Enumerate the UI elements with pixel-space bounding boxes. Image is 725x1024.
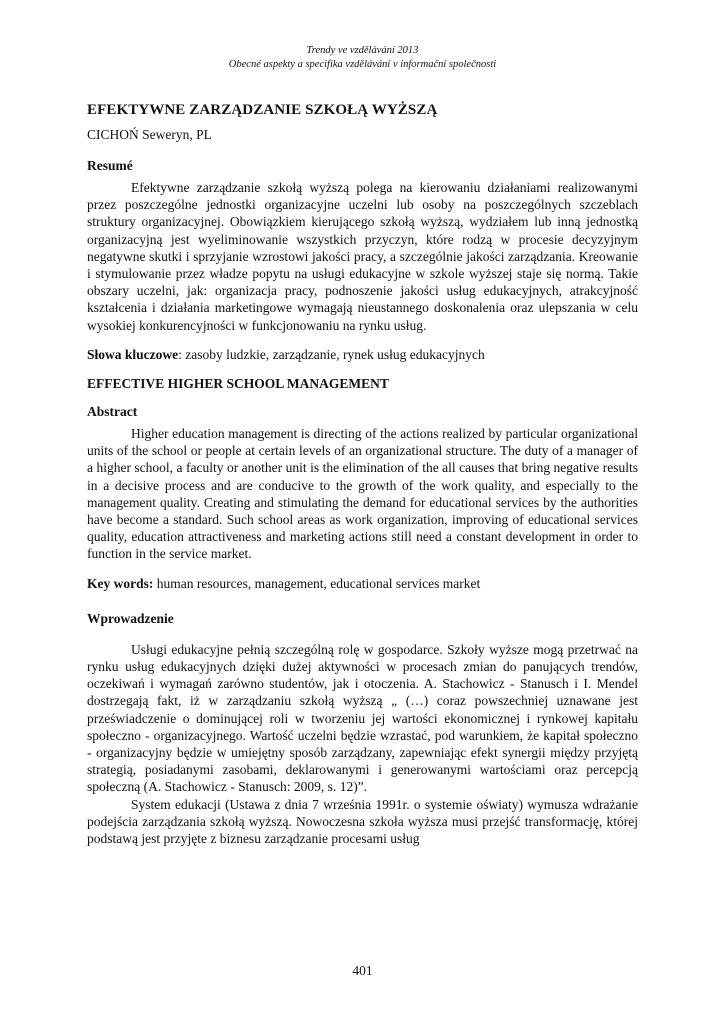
keywords-en bbox=[87, 575, 638, 592]
intro-paragraph-1: Usługi edukacyjne pełnią szczególną rolę w gospodarce. Szkoły wyższe mogą przetrwać na rynku usług edukacyjnych dzięki dużej aktywności w procesach zmian do panujących trendów, oczekiwań i wymagań zarówno studentów, jak i otoczenia. A. Stachowicz - Stanusch i I. Mendel dostrzegają fakt, iż w zarządzaniu szkołą wyższą „ (…) coraz powszechniej uznawane jest przeświadczenie o dominującej roli w tworzeniu jej wartości ekonomicznej i rynkowej kapitału społeczno - organizacyjnego. Wartość uczelni będzie wzrastać, pod warunkiem, że kapitał społeczno - organizacyjny będzie w umiejętny sposób zarządzany, zapewniając efekt synergii między przyjętą strategią, posiadanymi zasobami, deklarowanymi i generowanymi wartościami oraz percepcją społeczną (A. Stachowicz - Stanusch: 2009, s. 12)”. bbox=[87, 641, 638, 795]
keywords-en-text: human resources, management, educational services market bbox=[153, 575, 481, 591]
article-title: EFEKTYWNE ZARZĄDZANIE SZKOŁĄ WYŻSZĄ bbox=[87, 102, 438, 118]
abstract-text: Higher education management is directing of the actions realized by particular organizational units of the school or people at certain levels of an organizational structure. The duty of a manager of a higher school, a faculty or another unit is the elimination of the all causes that bring negative results in a decisive process and are conducive to the growth of the work quality, and especially to the management quality. Creating and stimulating the demand for educational services by the authorities have become a standard. Such school areas as work organization, improving of educational services quality, education attractiveness and marketing actions still need a constant development in order to function in the service market. bbox=[87, 426, 638, 562]
header-journal-title: Trendy ve vzdělávání 2013 bbox=[306, 45, 419, 56]
keywords-pl bbox=[87, 346, 638, 363]
resume-heading: Resumé bbox=[87, 158, 133, 173]
keywords-pl-label: Słowa kluczowe bbox=[87, 346, 179, 362]
english-title: EFFECTIVE HIGHER SCHOOL MANAGEMENT bbox=[87, 376, 389, 392]
keywords-en-label: Key words: bbox=[87, 575, 154, 591]
page-number: 401 bbox=[352, 963, 373, 978]
header-subtitle: Obecné aspekty a specifika vzdělávání v informační společnosti bbox=[228, 59, 497, 70]
abstract-heading: Abstract bbox=[87, 404, 138, 420]
intro-heading: Wprowadzenie bbox=[87, 610, 174, 626]
article bbox=[87, 100, 638, 847]
intro-paragraph-2: System edukacji (Ustawa z dnia 7 września 1991r. o systemie oświaty) wymusza wdrażanie podejścia zarządzania szkołą wyższą. Nowoczesna szkoła wyższa musi przejść transformację, której podstawą jest przyjęte z biznesu zarządzanie procesami usług bbox=[87, 796, 638, 847]
keywords-pl-text: : zasoby ludzkie, zarządzanie, rynek usług edukacyjnych bbox=[178, 346, 485, 362]
author: CICHOŃ Seweryn, PL bbox=[87, 127, 212, 142]
resume-text: Efektywne zarządzanie szkołą wyższą polega na kierowaniu działaniami realizowanymi przez poszczególne jednostki organizacyjne uczelni lub osoby na poszczególnych szczeblach struktury organizacyjnej. Obowiązkiem kierującego szkołą wyższą, wydziałem lub inną jednostką organizacyjną jest wyeliminowanie wszystkich przyczyn, które rodzą w procesie decyzyjnym negatywne skutki i sprzyjanie wzrostowi jakości pracy, a szczególnie jakości zarządzania. Kreowanie i stymulowanie przez władze popytu na usługi edukacyjne w szkole wyższej staje się normą. Takie obszary uczelni, jak: organizacja pracy, podnoszenie jakości usług edukacyjnych, atrakcyjność kształcenia i działania marketingowe wymagają nieustannego doskonalenia oraz ulepszania w celu wysokiej konkurencyjności w funkcjonowaniu na rynku usług. bbox=[87, 180, 638, 333]
running-header bbox=[0, 44, 725, 72]
